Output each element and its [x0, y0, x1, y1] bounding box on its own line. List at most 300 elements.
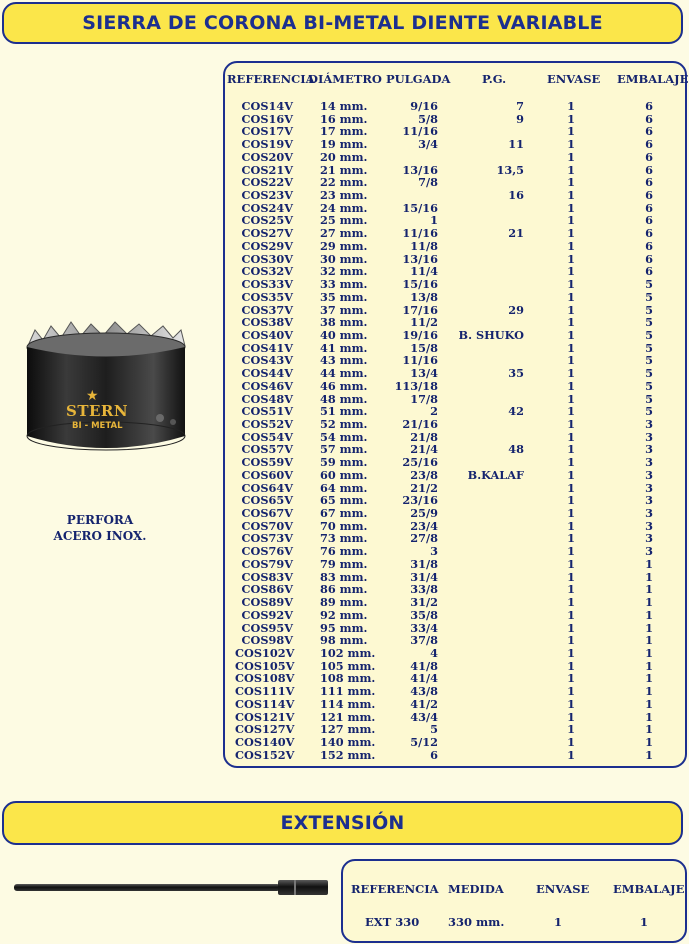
cell-pulgada: 31/8 [410, 556, 438, 571]
cell-pulgada: 3/4 [418, 137, 438, 152]
cell-envase: 1 [567, 200, 575, 215]
cell-embalaje: 6 [645, 149, 653, 164]
cell-envase: 1 [567, 340, 575, 355]
ext-cell-referencia: EXT 330 [365, 915, 420, 929]
cell-referencia: COS29V [241, 238, 293, 253]
cell-pulgada: 2 [430, 404, 438, 419]
cell-envase: 1 [567, 353, 575, 368]
cell-diametro: 92 mm. [320, 607, 368, 622]
page-title: SIERRA DE CORONA BI-METAL DIENTE VARIABLE [82, 12, 603, 34]
cell-pg: B.KALAF [467, 467, 524, 482]
cell-referencia: COS19V [241, 137, 293, 152]
cell-pulgada: 31/2 [410, 595, 438, 610]
table-row [225, 176, 685, 189]
cell-diametro: 46 mm. [320, 378, 368, 393]
cell-pulgada: 4 [430, 645, 438, 660]
cell-referencia: COS64V [241, 480, 293, 495]
cell-embalaje: 6 [645, 226, 653, 241]
cell-envase: 1 [567, 378, 575, 393]
cell-pulgada: 15/8 [410, 340, 438, 355]
table-row [225, 443, 685, 456]
cell-pulgada: 41/8 [410, 658, 438, 673]
ext-cell-medida: 330 mm. [448, 915, 505, 929]
cell-envase: 1 [567, 251, 575, 266]
cell-embalaje: 5 [645, 327, 653, 342]
cell-diametro: 48 mm. [320, 391, 368, 406]
cell-referencia: COS114V [235, 696, 295, 711]
table-row [225, 532, 685, 545]
cell-embalaje: 5 [645, 302, 653, 317]
cell-pulgada: 5 [430, 722, 438, 737]
cell-referencia: COS30V [241, 251, 293, 266]
cell-embalaje: 5 [645, 353, 653, 368]
cell-referencia: COS38V [241, 315, 293, 330]
table-row [225, 367, 685, 380]
cell-pulgada: 7/8 [418, 175, 438, 190]
cell-diametro: 22 mm. [320, 175, 368, 190]
cell-envase: 1 [567, 747, 575, 762]
cell-envase: 1 [567, 607, 575, 622]
cell-embalaje: 1 [645, 684, 653, 699]
cell-referencia: COS73V [241, 531, 293, 546]
cell-pulgada: 41/4 [410, 671, 438, 686]
cell-envase: 1 [567, 722, 575, 737]
cell-pulgada: 27/8 [410, 531, 438, 546]
cell-diametro: 70 mm. [320, 518, 368, 533]
cell-referencia: COS35V [241, 289, 293, 304]
cell-embalaje: 1 [645, 735, 653, 749]
cell-pulgada: 41/2 [410, 696, 438, 711]
table-row [225, 736, 685, 749]
cell-diametro: 44 mm. [320, 366, 368, 381]
table-row [225, 583, 685, 596]
cell-diametro: 98 mm. [320, 633, 368, 648]
cell-diametro: 59 mm. [320, 455, 368, 470]
cell-diametro: 67 mm. [320, 506, 368, 521]
table-row [225, 647, 685, 660]
cell-embalaje: 6 [645, 200, 653, 215]
cell-embalaje: 1 [645, 607, 653, 622]
table-row [225, 685, 685, 698]
cell-embalaje: 6 [645, 99, 653, 113]
cell-diametro: 35 mm. [320, 289, 368, 304]
cell-diametro: 86 mm. [320, 582, 368, 597]
cell-diametro: 16 mm. [320, 111, 368, 126]
cell-envase: 1 [567, 480, 575, 495]
brand-logo: STERN [66, 402, 129, 420]
header-referencia: REFERENCIA [227, 72, 315, 86]
cell-referencia: COS52V [241, 417, 293, 431]
cell-pulgada: 21/16 [402, 417, 438, 431]
cell-diametro: 57 mm. [320, 442, 368, 457]
product-caption-line-2: ACERO INOX. [53, 529, 147, 543]
extension-table [341, 859, 687, 943]
cell-embalaje: 1 [645, 620, 653, 635]
cell-envase: 1 [567, 595, 575, 610]
cell-diametro: 54 mm. [320, 429, 368, 444]
ext-cell-embalaje: 1 [640, 915, 649, 929]
cell-pg: 16 [508, 188, 524, 203]
table-row [225, 698, 685, 711]
table-row [225, 316, 685, 329]
cell-embalaje: 1 [645, 747, 653, 762]
cell-referencia: COS95V [241, 620, 293, 635]
cell-diametro: 19 mm. [320, 137, 368, 152]
cell-envase: 1 [567, 429, 575, 444]
cell-pulgada: 21/4 [410, 442, 438, 457]
cell-referencia: COS17V [241, 124, 293, 139]
cell-envase: 1 [567, 684, 575, 699]
cell-pulgada: 11/2 [410, 315, 438, 330]
cell-pulgada: 15/16 [402, 277, 438, 292]
cell-referencia: COS44V [241, 366, 293, 381]
header-pulgada: PULGADA [386, 72, 451, 86]
cell-pulgada: 11/16 [402, 124, 438, 139]
cell-pulgada: 15/16 [402, 200, 438, 215]
cell-diametro: 27 mm. [320, 226, 368, 241]
cell-embalaje: 1 [645, 722, 653, 737]
cell-pulgada: 11/8 [410, 238, 438, 253]
title-banner [2, 2, 683, 44]
cell-pulgada: 25/16 [402, 455, 438, 470]
cell-diametro: 38 mm. [320, 315, 368, 330]
cell-pulgada: 43/8 [410, 684, 438, 699]
cell-envase: 1 [567, 569, 575, 584]
cell-pulgada: 23/4 [410, 518, 438, 533]
cell-pg: 7 [516, 99, 524, 113]
cell-pulgada: 6 [430, 747, 438, 762]
cell-referencia: COS111V [235, 684, 295, 699]
cell-envase: 1 [567, 124, 575, 139]
cell-pulgada: 13/4 [410, 366, 438, 381]
cell-envase: 1 [567, 302, 575, 317]
cell-referencia: COS102V [235, 645, 295, 660]
cell-envase: 1 [567, 633, 575, 648]
cell-referencia: COS127V [235, 722, 295, 737]
cell-pulgada: 43/4 [410, 709, 438, 724]
cell-referencia: COS14V [241, 99, 293, 113]
cell-diametro: 14 mm. [320, 99, 368, 113]
cell-envase: 1 [567, 506, 575, 521]
cell-diametro: 23 mm. [320, 188, 368, 203]
ext-cell-envase: 1 [554, 915, 563, 929]
cell-diametro: 83 mm. [320, 569, 368, 584]
ext-header-embalaje: EMBALAJE [613, 882, 685, 896]
cell-referencia: COS41V [241, 340, 293, 355]
cell-embalaje: 1 [645, 582, 653, 597]
cell-envase: 1 [567, 531, 575, 546]
table-row [225, 354, 685, 367]
cell-embalaje: 3 [645, 429, 653, 444]
cell-pulgada: 17/16 [402, 302, 438, 317]
cell-referencia: COS121V [235, 709, 295, 724]
cell-referencia: COS67V [241, 506, 293, 521]
cell-embalaje: 1 [645, 595, 653, 610]
cell-embalaje: 3 [645, 467, 653, 482]
cell-pulgada: 11/4 [410, 264, 438, 279]
cell-pulgada: 23/16 [402, 493, 438, 508]
cell-diametro: 64 mm. [320, 480, 368, 495]
cell-diametro: 114 mm. [320, 696, 376, 711]
cell-referencia: COS37V [241, 302, 293, 317]
cell-pulgada: 11/16 [402, 353, 438, 368]
table-row [225, 596, 685, 609]
cell-diametro: 33 mm. [320, 277, 368, 292]
cell-envase: 1 [567, 442, 575, 457]
table-row [225, 253, 685, 266]
cell-diametro: 25 mm. [320, 213, 368, 228]
table-row [225, 431, 685, 444]
cell-envase: 1 [567, 620, 575, 635]
cell-referencia: COS79V [241, 556, 293, 571]
cell-diametro: 121 mm. [320, 709, 376, 724]
table-row [225, 342, 685, 355]
cell-pg: 35 [508, 366, 524, 381]
cell-diametro: 76 mm. [320, 544, 368, 559]
cell-embalaje: 5 [645, 289, 653, 304]
cell-envase: 1 [567, 213, 575, 228]
cell-envase: 1 [567, 493, 575, 508]
cell-referencia: COS92V [241, 607, 293, 622]
cell-envase: 1 [567, 696, 575, 711]
table-row [225, 469, 685, 482]
table-row [225, 380, 685, 393]
table-row [225, 227, 685, 240]
cell-envase: 1 [567, 111, 575, 126]
cell-embalaje: 1 [645, 709, 653, 724]
cell-embalaje: 3 [645, 531, 653, 546]
cell-embalaje: 6 [645, 124, 653, 139]
cell-diametro: 111 mm. [320, 684, 376, 699]
cell-diametro: 73 mm. [320, 531, 368, 546]
cell-embalaje: 5 [645, 378, 653, 393]
cell-referencia: COS16V [241, 111, 293, 126]
cell-diametro: 95 mm. [320, 620, 368, 635]
cell-embalaje: 6 [645, 111, 653, 126]
cell-pulgada: 13/8 [410, 289, 438, 304]
cell-envase: 1 [567, 556, 575, 571]
cell-envase: 1 [567, 455, 575, 470]
cell-envase: 1 [567, 188, 575, 203]
cell-referencia: COS105V [235, 658, 295, 673]
table-row [225, 113, 685, 126]
table-row [225, 558, 685, 571]
cell-pulgada: 37/8 [410, 633, 438, 648]
header-envase: ENVASE [547, 72, 601, 86]
cell-diametro: 40 mm. [320, 327, 368, 342]
table-row [225, 214, 685, 227]
table-row [225, 609, 685, 622]
cell-pulgada: 13/16 [402, 162, 438, 177]
cell-referencia: COS20V [241, 149, 293, 164]
cell-referencia: COS60V [241, 467, 293, 482]
cell-referencia: COS25V [241, 213, 293, 228]
cell-pulgada: 113/18 [394, 378, 438, 393]
cell-pulgada: 25/9 [410, 506, 438, 521]
cell-referencia: COS76V [241, 544, 293, 559]
table-row [225, 138, 685, 151]
cell-pg: 42 [508, 404, 524, 419]
brand-star-icon: ★ [86, 388, 99, 404]
cell-embalaje: 1 [645, 696, 653, 711]
cell-envase: 1 [567, 518, 575, 533]
cell-envase: 1 [567, 162, 575, 177]
cell-diametro: 127 mm. [320, 722, 376, 737]
cell-diametro: 140 mm. [320, 735, 376, 749]
table-row [225, 405, 685, 418]
cell-diametro: 108 mm. [320, 671, 376, 686]
cell-pulgada: 3 [430, 544, 438, 559]
cell-embalaje: 3 [645, 493, 653, 508]
cell-diametro: 105 mm. [320, 658, 376, 673]
cell-referencia: COS57V [241, 442, 293, 457]
cell-embalaje: 1 [645, 633, 653, 648]
ext-header-medida: MEDIDA [448, 882, 504, 896]
table-row [225, 507, 685, 520]
cell-envase: 1 [567, 277, 575, 292]
extension-rod-image [12, 876, 330, 898]
table-row [225, 749, 685, 762]
cell-envase: 1 [567, 226, 575, 241]
cell-referencia: COS22V [241, 175, 293, 190]
table-row [225, 622, 685, 635]
table-row [225, 723, 685, 736]
cell-pulgada: 5/8 [418, 111, 438, 126]
brand-logo-sub: BI - METAL [72, 421, 123, 431]
cell-diametro: 41 mm. [320, 340, 368, 355]
header-embalaje: EMBALAJE [617, 72, 689, 86]
cell-envase: 1 [567, 315, 575, 330]
cell-pg: 48 [508, 442, 524, 457]
table-row [225, 456, 685, 469]
cell-envase: 1 [567, 289, 575, 304]
cell-pg: 13,5 [496, 162, 524, 177]
cell-diametro: 65 mm. [320, 493, 368, 508]
cell-referencia: COS70V [241, 518, 293, 533]
cell-envase: 1 [567, 264, 575, 279]
cell-diametro: 20 mm. [320, 149, 368, 164]
table-row [225, 634, 685, 647]
cell-referencia: COS24V [241, 200, 293, 215]
cell-envase: 1 [567, 99, 575, 113]
cell-envase: 1 [567, 582, 575, 597]
cell-envase: 1 [567, 366, 575, 381]
cell-embalaje: 6 [645, 175, 653, 190]
table-row [225, 545, 685, 558]
table-row [225, 202, 685, 215]
cell-pulgada: 5/12 [410, 735, 438, 749]
cell-pg: B. SHUKO [458, 327, 524, 342]
cell-embalaje: 6 [645, 238, 653, 253]
cell-referencia: COS40V [241, 327, 293, 342]
cell-pulgada: 23/8 [410, 467, 438, 482]
cell-pg: 9 [516, 111, 524, 126]
cell-embalaje: 5 [645, 404, 653, 419]
cell-envase: 1 [567, 417, 575, 431]
cell-envase: 1 [567, 645, 575, 660]
cell-pulgada: 35/8 [410, 607, 438, 622]
table-row [225, 393, 685, 406]
cell-referencia: COS23V [241, 188, 293, 203]
cell-pulgada: 11/16 [402, 226, 438, 241]
cell-pulgada: 1 [430, 213, 438, 228]
table-row [225, 329, 685, 342]
cell-pulgada: 13/16 [402, 251, 438, 266]
cell-embalaje: 3 [645, 506, 653, 521]
cell-envase: 1 [567, 735, 575, 749]
cell-referencia: COS43V [241, 353, 293, 368]
cell-pulgada: 21/8 [410, 429, 438, 444]
cell-envase: 1 [567, 671, 575, 686]
ext-header-referencia: REFERENCIA [351, 882, 439, 896]
table-row [225, 189, 685, 202]
table-row [225, 240, 685, 253]
cell-envase: 1 [567, 544, 575, 559]
table-row [225, 418, 685, 431]
cell-referencia: COS27V [241, 226, 293, 241]
cell-embalaje: 6 [645, 162, 653, 177]
table-row [225, 100, 685, 113]
cell-referencia: COS83V [241, 569, 293, 584]
ext-header-envase: ENVASE [536, 882, 590, 896]
cell-pulgada: 33/8 [410, 582, 438, 597]
cell-pulgada: 19/16 [402, 327, 438, 342]
cell-envase: 1 [567, 137, 575, 152]
cell-referencia: COS65V [241, 493, 293, 508]
cell-envase: 1 [567, 467, 575, 482]
cell-diametro: 24 mm. [320, 200, 368, 215]
table-row [225, 291, 685, 304]
cell-embalaje: 6 [645, 137, 653, 152]
cell-pulgada: 33/4 [410, 620, 438, 635]
cell-embalaje: 1 [645, 645, 653, 660]
header-diametro: DIÁMETRO [308, 72, 382, 86]
cell-pg: 29 [508, 302, 524, 317]
cell-diametro: 152 mm. [320, 747, 376, 762]
cell-envase: 1 [567, 327, 575, 342]
cell-envase: 1 [567, 709, 575, 724]
cell-embalaje: 3 [645, 544, 653, 559]
cell-diametro: 79 mm. [320, 556, 368, 571]
cell-pulgada: 17/8 [410, 391, 438, 406]
cell-embalaje: 5 [645, 277, 653, 292]
cell-diametro: 32 mm. [320, 264, 368, 279]
table-row [225, 711, 685, 724]
cell-envase: 1 [567, 175, 575, 190]
cell-diametro: 89 mm. [320, 595, 368, 610]
table-row [225, 672, 685, 685]
cell-referencia: COS86V [241, 582, 293, 597]
extension-title: EXTENSIÓN [280, 812, 405, 834]
cell-envase: 1 [567, 238, 575, 253]
cell-referencia: COS89V [241, 595, 293, 610]
cell-referencia: COS108V [235, 671, 295, 686]
cell-diametro: 17 mm. [320, 124, 368, 139]
cell-referencia: COS21V [241, 162, 293, 177]
cell-diametro: 43 mm. [320, 353, 368, 368]
table-row [225, 278, 685, 291]
cell-referencia: COS98V [241, 633, 293, 648]
header-pg: P.G. [482, 72, 507, 86]
cell-embalaje: 6 [645, 251, 653, 266]
cell-referencia: COS140V [235, 735, 295, 749]
cell-referencia: COS48V [241, 391, 293, 406]
hole-saw-image [25, 318, 188, 458]
cell-referencia: COS46V [241, 378, 293, 393]
table-row [225, 265, 685, 278]
cell-embalaje: 3 [645, 480, 653, 495]
cell-diametro: 37 mm. [320, 302, 368, 317]
